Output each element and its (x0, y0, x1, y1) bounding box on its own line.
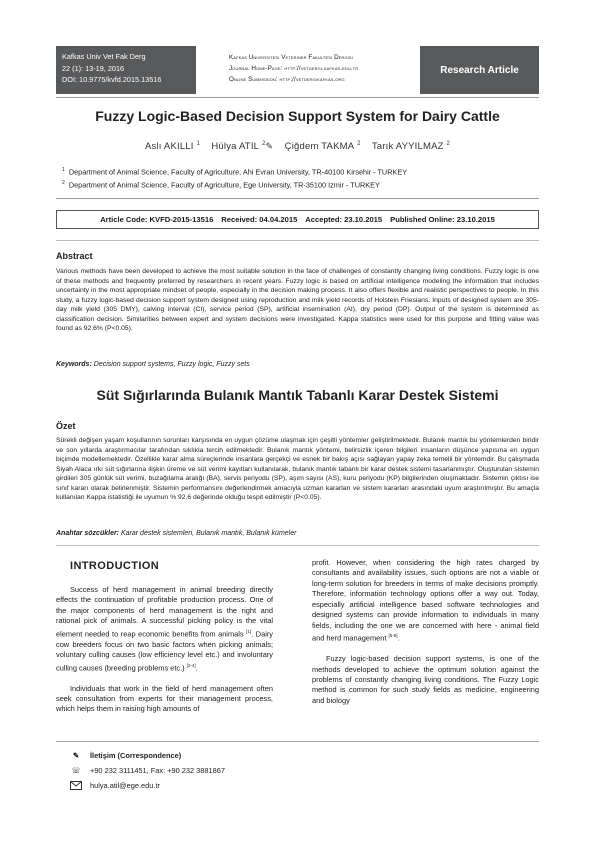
body-divider (56, 545, 539, 546)
correspondence-email[interactable]: hulya.atil@ege.edu.tr (90, 780, 160, 790)
header-divider (56, 97, 539, 98)
body-paragraph: Fuzzy logic-based decision support systems, is one of the methods developed to achieve the optimum solution against the problems of constantly changing living conditions. The Fuzzy Logic method is common for such study fields as medicine, engineering and biology (312, 654, 539, 705)
author-name: Tarık AYYILMAZ (371, 141, 444, 153)
affiliation: $^1$ Department of Animal Science, Faculty of Agriculture, Ahi Evran University, TR-40100 Kirsehir - TURKEY (62, 167, 408, 177)
journal-submission: Online Submission: http://vetdergikafkas.org (229, 76, 345, 83)
body-paragraph: Success of herd management in animal breeding directly effects the continuation of profitable production process. One of the major components of herd management is the right and rational pick of animals. A successful picking policy is the vital element needed to reap economic benefits from animals [1]. Dairy cow breeders focus on two basic factors when picking animals; voluntary culling causes (low efficiency level etc.) and involuntary culling causes (breeding problems etc.) [2-4]. (56, 585, 273, 673)
journal-short-name: Kafkas Univ Vet Fak Derg (62, 52, 146, 61)
accepted-date: Accepted: 23.10.2015 (305, 215, 383, 224)
journal-doi: DOI: 10.9775/kvfd.2015.13516 (62, 75, 162, 84)
turkish-keywords-label: Anahtar sözcükler: (56, 530, 120, 537)
article-code: Article Code: KVFD-2015-13516 (100, 215, 214, 224)
article-type-badge: Research Article (420, 46, 539, 94)
keywords-label: Keywords: (56, 361, 92, 368)
author-name: Hülya ATIL (211, 141, 260, 153)
affiliation: $^2$ Department of Animal Science, Faculty of Agriculture, Ege University, TR-35100 Izmir - TURKEY (62, 180, 380, 190)
pen-icon: ✎ (72, 750, 80, 760)
paper-title: Fuzzy Logic-Based Decision Support System for Dairy Cattle (95, 108, 500, 124)
keywords (56, 361, 539, 368)
ozet-text: Sürekli değişen yaşam koşullarının sorunları karşısında en uygun çözüme ulaşmak için çeşitli yöntemler geliştirilmektedir. Bulanık mantık bu yöntemlerden biridir ve son yıllarda araştırmacılar tarafından sıklıkla tercih edilmektedir. Bulanık mantık yöntemi, belirsizlik içeren bilgileri insanların düşünce yapısına en uygun biçimde modellemektedir. Özellikle karar alma süreçlerinde insanlara gerçekçi ve esnek bir bakış açısı sağlayan yapay zeka temelli bir yöntemdir. Bu çalışmada Siyah Alaca ırkı süt sığırlarına ilişkin üreme ve süt verimi kayıtları kullanılarak, bulanık mantık tabanlı bir karar destek sistemi tasarlanmıştır. Oluşturulan sistemin girdileri 305 günlük süt verimi, buzağılama aralığı (BA), servis periyodu (SP), aşım sayısı (AS), kuru periyodu (KP) bilgilerinden oluşmaktadır. Sistemin çıktısı ise sınıf kararı olarak belirlenmiştir. Sistemin performansını değerlendirmek amacıyla uzman kararları ve sistem kararları arasındaki uyum araştırılmıştır. Bu amaçla kullanılan Kappa istatistiği ile uyumun % 92.6 değerinde olduğu tespit edilmiştir (P<0.05). (56, 437, 539, 502)
correspondence-label-row: ✎ İletişim (Correspondence) (70, 750, 181, 760)
correspondence-phone-row: ☏ +90 232 3111451, Fax: +90 232 3881867 (71, 765, 225, 775)
right-column (312, 558, 539, 716)
left-column (56, 585, 273, 725)
author-name: Aslı AKILLI (144, 141, 194, 153)
journal-info-box (56, 46, 196, 94)
ozet-heading: Özet (56, 421, 76, 431)
author-list: Aslı AKILLI $^1$ Hülya ATIL $^2$✎ Çiğdem TAKMA $^2$ Tarık AYYILMAZ $^2$ (144, 141, 451, 153)
turkish-keywords (56, 530, 539, 537)
body-paragraph: profit. However, when considering the high rates charged by consultants and availability issues, such options are not a viable or long-term solution for breeders in terms of make decisions promptly. Therefore, information technology options offer a way out. Today, especially artificial intelligence based software technologies and designed systems can provide information to individuals in many fields, including the one we are concerned with here - animal field and herd management [5-9]. (312, 558, 539, 643)
abstract-heading: Abstract (56, 251, 93, 261)
body-paragraph: Individuals that work in the field of herd management often seek consultation from experts for their management process, which helps them in raising high amounts of (56, 683, 273, 714)
keywords-list: Decision support systems, Fuzzy logic, Fuzzy sets (93, 361, 250, 368)
citation: [1] (246, 628, 252, 634)
author-name: Çiğdem TAKMA (284, 141, 355, 153)
article-info-box (56, 210, 539, 229)
pen-icon: ✎ (265, 141, 274, 152)
abstract-text: Various methods have been developed to achieve the most suitable solution in the face of challenges of constantly changing living conditions. Fuzzy logic is one of these methods and frequently preferred by researchers in recent years. Fuzzy logic is based on artificial intelligence modeling the information that includes uncertainty in the most appropriate mindset of people, especially in the decision making process. It also offers flexible and realistic perspectives to people. In this study, a fuzzy logic-based decision support system designed using reproduction and milk yield records of Holstein Friesians. Inputs of designed system are 305-day milk yield (305 DMY), calving interval (CI), service period (SP), artificial insemination (AI), dry period (DP). Output of the system is determined as classification decision. Similarities between expert and system decisions were investigated. Kappa statistics were used for this purpose and fitting value was found as 92.6% (P<0.05). (56, 268, 539, 333)
envelope-icon (70, 780, 82, 790)
journal-volume: 22 (1): 13-19, 2016 (62, 63, 125, 73)
phone-icon: ☏ (71, 765, 81, 775)
turkish-title: Süt Sığırlarında Bulanık Mantık Tabanlı Karar Destek Sistemi (96, 387, 499, 403)
received-date: Received: 04.04.2015 (221, 215, 298, 224)
journal-full-name: Kafkas Universitesi Veteriner Fakultesi Dergisi (229, 54, 353, 61)
journal-links (229, 52, 429, 85)
published-date: Published Online: 23.10.2015 (390, 215, 495, 224)
citation: [5-9] (388, 633, 398, 639)
turkish-keywords-list: Karar destek sistemleri, Bulanık mantık, Bulanık kümeler (120, 530, 297, 537)
affiliation-divider (56, 198, 539, 199)
introduction-heading: INTRODUCTION (70, 560, 160, 572)
correspondence-email-row (70, 780, 160, 790)
abstract-divider (56, 240, 539, 241)
footnote-divider (56, 741, 539, 742)
citation: [2-4] (186, 662, 196, 668)
journal-home-page: Journal Home-Page: http://vetdergi.kafkas.edu.tr (229, 65, 359, 72)
